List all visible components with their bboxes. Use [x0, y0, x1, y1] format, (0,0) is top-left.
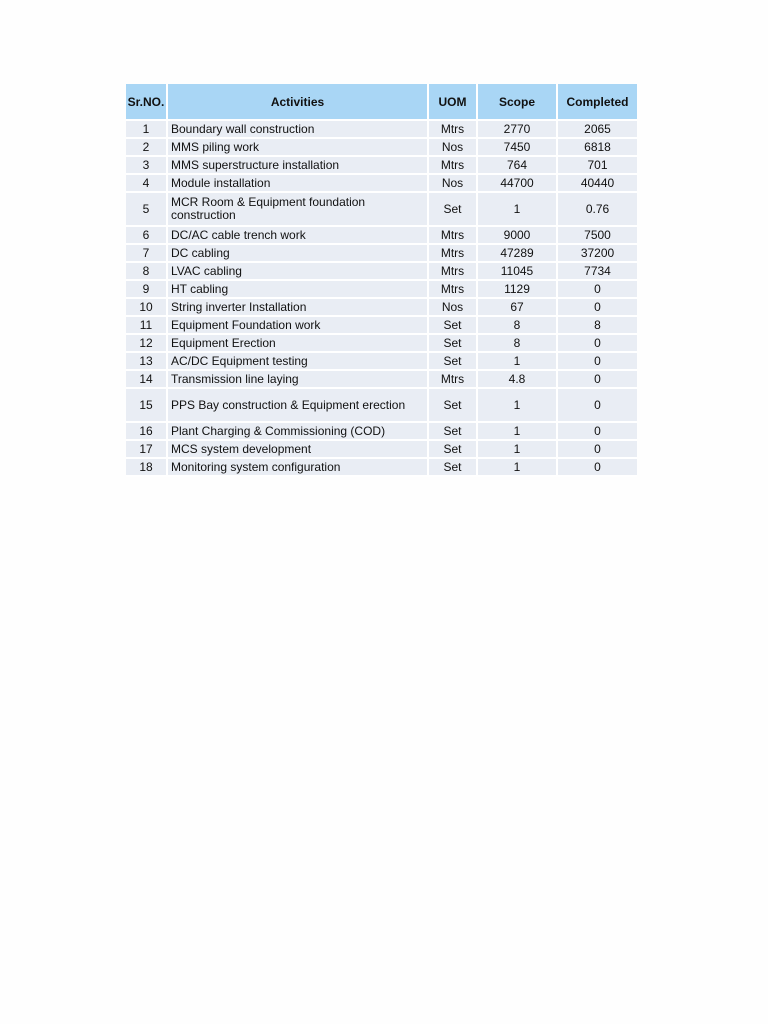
cell-uom: Set: [429, 389, 478, 423]
cell-scope: 1: [478, 193, 558, 227]
cell-completed: 8: [558, 317, 637, 335]
cell-uom: Set: [429, 335, 478, 353]
cell-scope: 47289: [478, 245, 558, 263]
header-row: [126, 84, 637, 121]
cell-completed: 701: [558, 157, 637, 175]
table-row: [126, 317, 637, 335]
cell-sr-no: 8: [126, 263, 168, 281]
cell-uom: Set: [429, 441, 478, 459]
header-completed: Completed: [558, 84, 637, 121]
cell-sr-no: 11: [126, 317, 168, 335]
cell-activity: Transmission line laying: [168, 371, 429, 389]
cell-completed: 0: [558, 335, 637, 353]
cell-uom: Set: [429, 459, 478, 477]
cell-activity: MCR Room & Equipment foundation construction: [168, 193, 429, 227]
cell-uom: Nos: [429, 299, 478, 317]
cell-completed: 40440: [558, 175, 637, 193]
cell-activity: DC/AC cable trench work: [168, 227, 429, 245]
cell-uom: Set: [429, 353, 478, 371]
table-header: [126, 84, 637, 121]
cell-completed: 0: [558, 423, 637, 441]
cell-completed: 0: [558, 459, 637, 477]
table-body: [126, 121, 637, 477]
cell-completed: 6818: [558, 139, 637, 157]
cell-activity: MCS system development: [168, 441, 429, 459]
table-row: [126, 423, 637, 441]
header-uom: UOM: [429, 84, 478, 121]
cell-uom: Mtrs: [429, 371, 478, 389]
table-row: [126, 441, 637, 459]
cell-scope: 1: [478, 423, 558, 441]
table-row: [126, 139, 637, 157]
cell-activity: HT cabling: [168, 281, 429, 299]
cell-completed: 0: [558, 353, 637, 371]
cell-uom: Set: [429, 193, 478, 227]
cell-scope: 1: [478, 353, 558, 371]
cell-completed: 0: [558, 441, 637, 459]
table-row: [126, 227, 637, 245]
cell-activity: DC cabling: [168, 245, 429, 263]
cell-scope: 4.8: [478, 371, 558, 389]
cell-activity: PPS Bay construction & Equipment erection: [168, 389, 429, 423]
cell-sr-no: 2: [126, 139, 168, 157]
cell-uom: Nos: [429, 139, 478, 157]
cell-sr-no: 4: [126, 175, 168, 193]
header-sr-no: Sr.NO.: [126, 84, 168, 121]
header-scope: Scope: [478, 84, 558, 121]
cell-scope: 764: [478, 157, 558, 175]
table-row: [126, 121, 637, 139]
cell-completed: 0: [558, 281, 637, 299]
cell-scope: 44700: [478, 175, 558, 193]
cell-sr-no: 10: [126, 299, 168, 317]
cell-sr-no: 15: [126, 389, 168, 423]
cell-completed: 7734: [558, 263, 637, 281]
cell-uom: Set: [429, 317, 478, 335]
cell-completed: 0: [558, 371, 637, 389]
cell-uom: Mtrs: [429, 263, 478, 281]
cell-sr-no: 12: [126, 335, 168, 353]
cell-activity: MMS piling work: [168, 139, 429, 157]
cell-scope: 67: [478, 299, 558, 317]
cell-scope: 8: [478, 335, 558, 353]
cell-completed: 7500: [558, 227, 637, 245]
cell-scope: 1: [478, 441, 558, 459]
table-row: [126, 157, 637, 175]
cell-activity: AC/DC Equipment testing: [168, 353, 429, 371]
cell-uom: Mtrs: [429, 227, 478, 245]
cell-uom: Set: [429, 423, 478, 441]
header-activities: Activities: [168, 84, 429, 121]
cell-scope: 1: [478, 389, 558, 423]
cell-sr-no: 17: [126, 441, 168, 459]
cell-activity: String inverter Installation: [168, 299, 429, 317]
table-row: [126, 263, 637, 281]
cell-uom: Mtrs: [429, 245, 478, 263]
cell-sr-no: 1: [126, 121, 168, 139]
cell-scope: 9000: [478, 227, 558, 245]
cell-scope: 7450: [478, 139, 558, 157]
cell-uom: Mtrs: [429, 121, 478, 139]
cell-sr-no: 13: [126, 353, 168, 371]
cell-activity: Equipment Erection: [168, 335, 429, 353]
cell-activity: Module installation: [168, 175, 429, 193]
cell-uom: Mtrs: [429, 157, 478, 175]
cell-sr-no: 5: [126, 193, 168, 227]
cell-activity: LVAC cabling: [168, 263, 429, 281]
cell-activity: Equipment Foundation work: [168, 317, 429, 335]
cell-uom: Nos: [429, 175, 478, 193]
cell-uom: Mtrs: [429, 281, 478, 299]
cell-completed: 2065: [558, 121, 637, 139]
table-row: [126, 353, 637, 371]
cell-completed: 0: [558, 299, 637, 317]
cell-scope: 8: [478, 317, 558, 335]
table-row: [126, 281, 637, 299]
cell-activity: Monitoring system configuration: [168, 459, 429, 477]
table-row: [126, 389, 637, 423]
cell-sr-no: 14: [126, 371, 168, 389]
cell-completed: 0.76: [558, 193, 637, 227]
table-row: [126, 193, 637, 227]
table-row: [126, 335, 637, 353]
table-row: [126, 459, 637, 477]
cell-activity: MMS superstructure installation: [168, 157, 429, 175]
cell-scope: 2770: [478, 121, 558, 139]
cell-sr-no: 3: [126, 157, 168, 175]
cell-completed: 0: [558, 389, 637, 423]
table-row: [126, 299, 637, 317]
cell-scope: 1: [478, 459, 558, 477]
cell-activity: Boundary wall construction: [168, 121, 429, 139]
cell-completed: 37200: [558, 245, 637, 263]
cell-sr-no: 18: [126, 459, 168, 477]
cell-scope: 1129: [478, 281, 558, 299]
table-row: [126, 175, 637, 193]
table-row: [126, 245, 637, 263]
cell-sr-no: 7: [126, 245, 168, 263]
table-row: [126, 371, 637, 389]
cell-scope: 11045: [478, 263, 558, 281]
cell-sr-no: 6: [126, 227, 168, 245]
cell-sr-no: 16: [126, 423, 168, 441]
activity-progress-table: [126, 84, 637, 477]
cell-sr-no: 9: [126, 281, 168, 299]
cell-activity: Plant Charging & Commissioning (COD): [168, 423, 429, 441]
